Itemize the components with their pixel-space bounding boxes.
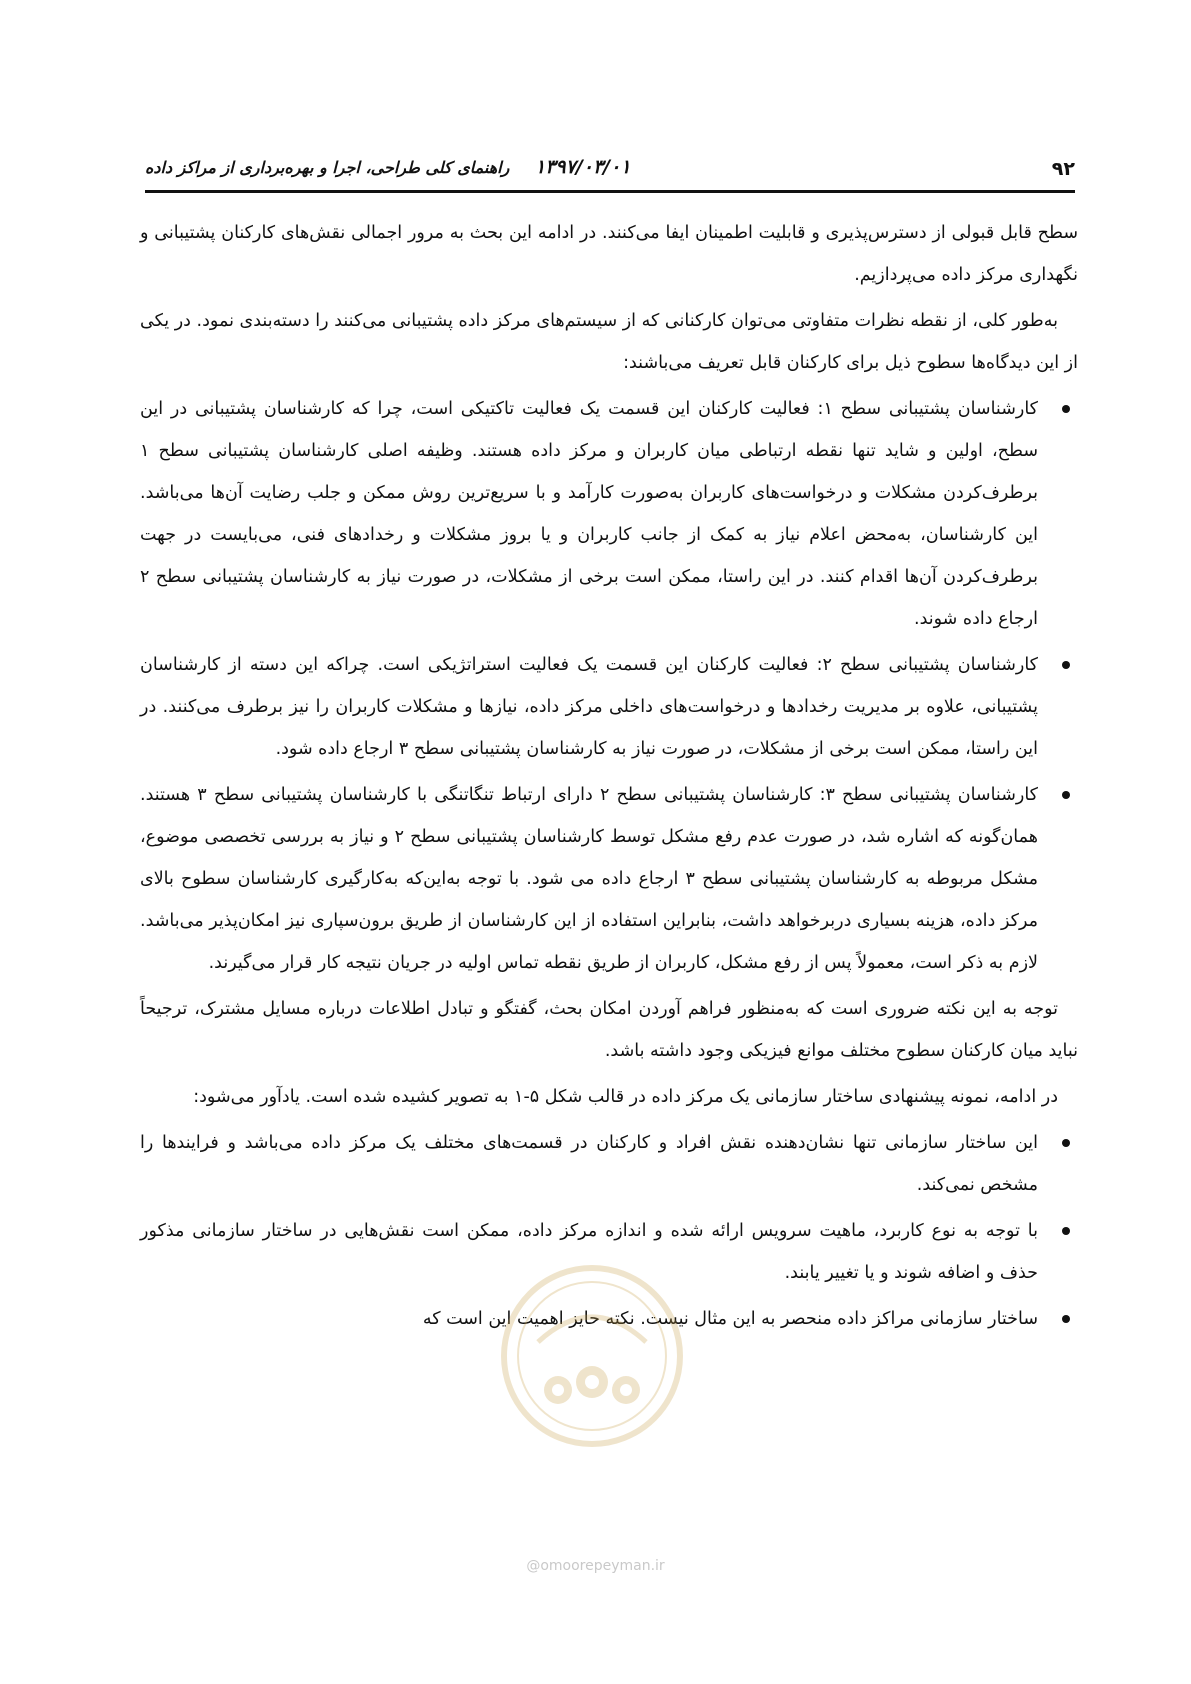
header-title: راهنمای کلی طراحی، اجرا و بهره‌برداری از مراکز داده <box>145 158 510 177</box>
paragraph: به‌طور کلی، از نقطه نظرات متفاوتی می‌توان کارکنانی که از سیستم‌های مرکز داده پشتیبانی می‌کنند را دسته‌بندی نمود. در یکی از این دیدگاه‌ها سطوح ذیل برای کارکنان قابل تعریف می‌باشند: <box>140 311 1078 373</box>
page-number: ۹۲ <box>1051 158 1075 180</box>
watermark-logo-icon <box>498 1262 686 1450</box>
footer-url: @omoorepeyman.ir <box>526 1558 665 1574</box>
bullet-icon <box>1062 661 1070 669</box>
list-item <box>140 1122 1078 1206</box>
body-text <box>140 212 1078 1344</box>
bullet-icon <box>1062 1227 1070 1235</box>
page-header <box>145 150 1075 192</box>
paragraph: توجه به این نکته ضروری است که به‌منظور فراهم آوردن امکان بحث، گفتگو و تبادل اطلاعات درباره مسایل مشترک، ترجیحاً نباید میان کارکنان سطوح مختلف موانع فیزیکی وجود داشته باشد. <box>140 999 1078 1061</box>
list-item <box>140 774 1078 984</box>
list-item-text: کارشناسان پشتیبانی سطح ۱: فعالیت کارکنان این قسمت یک فعالیت تاکتیکی است، چرا که کارشناسان پشتیبانی در این سطح، اولین و شاید تنها نقطه ارتباطی میان کاربران و مرکز داده هستند. وظیفه اصلی کارشناسان پشتیبانی سطح ۱ برطرف‌کردن مشکلات و درخواست‌های کاربران به‌صورت کارآمد و با سریع‌ترین روش ممکن و جلب رضایت آن‌ها می‌باشد. این کارشناسان، به‌محض اعلام نیاز به کمک از جانب کاربران و یا بروز مشکلات و رخدادهای فنی، می‌بایست در جهت برطرف‌کردن آن‌ها اقدام کنند. در این راستا، ممکن است برخی از مشکلات، در صورت نیاز به کارشناسان پشتیبانی سطح ۲ ارجاع داده شوند. <box>140 399 1038 629</box>
bullet-icon <box>1062 791 1070 799</box>
list-item <box>140 644 1078 770</box>
list-item-text: کارشناسان پشتیبانی سطح ۳: کارشناسان پشتیبانی سطح ۲ دارای ارتباط تنگاتنگی با کارشناسان پشتیبانی سطح ۳ هستند. همان‌گونه که اشاره شد، در صورت عدم رفع مشکل توسط کارشناسان پشتیبانی سطح ۲ و نیاز به بررسی تخصصی موضوع، مشکل مربوطه به کارشناسان پشتیبانی سطح ۳ ارجاع داده می شود. با توجه به‌این‌که به‌کارگیری کارشناسان سطوح بالای مرکز داده، هزینه بسیاری دربرخواهد داشت، بنابراین استفاده از این کارشناسان از طریق برون‌سپاری نیز امکان‌پذیر می‌باشد. لازم به ذکر است، معمولاً پس از رفع مشکل، کاربران از طریق نقطه تماس اولیه در جریان نتیجه کار قرار می‌گیرند. <box>140 785 1038 973</box>
list-item-text: با توجه به نوع کاربرد، ماهیت سرویس ارائه شده و اندازه مرکز داده، ممکن است نقش‌هایی در ساختار سازمانی مذکور حذف و اضافه شوند و یا تغییر یابند. <box>140 1221 1038 1283</box>
paragraph: در ادامه، نمونه پیشنهادی ساختار سازمانی یک مرکز داده در قالب شکل ۵-۱ به تصویر کشیده شده است. یادآور می‌شود: <box>193 1087 1058 1107</box>
paragraph: سطح قابل قبولی از دسترس‌پذیری و قابلیت اطمینان ایفا می‌کنند. در ادامه این بحث به مرور اجمالی نقش‌های کارکنان پشتیبانی و نگهداری مرکز داده می‌پردازیم. <box>140 223 1078 285</box>
list-item-text: ساختار سازمانی مراکز داده منحصر به این مثال نیست. نکته حایز اهمیت این است که <box>422 1309 1038 1329</box>
bullet-icon <box>1062 1315 1070 1323</box>
header-divider <box>145 190 1075 193</box>
list-item <box>140 388 1078 640</box>
list-item-text: این ساختار سازمانی تنها نشان‌دهنده نقش افراد و کارکنان در قسمت‌های مختلف یک مرکز داده می‌باشد و فرایندها را مشخص نمی‌کند. <box>140 1133 1038 1195</box>
list-item-text: کارشناسان پشتیبانی سطح ۲: فعالیت کارکنان این قسمت یک فعالیت استراتژیکی است. چراکه این دسته از کارشناسان پشتیبانی، علاوه بر مدیریت رخدادها و درخواست‌های داخلی مرکز داده، نیازها و مشکلات کاربران را نیز برطرف می‌کنند. در این راستا، ممکن است برخی از مشکلات، در صورت نیاز به کارشناسان پشتیبانی سطح ۳ ارجاع داده شود. <box>140 655 1038 759</box>
bullet-icon <box>1062 1139 1070 1147</box>
support-levels-list <box>140 388 1078 984</box>
bullet-icon <box>1062 405 1070 413</box>
header-date: ۱۳۹۷/۰۳/۰۱ <box>535 156 631 178</box>
